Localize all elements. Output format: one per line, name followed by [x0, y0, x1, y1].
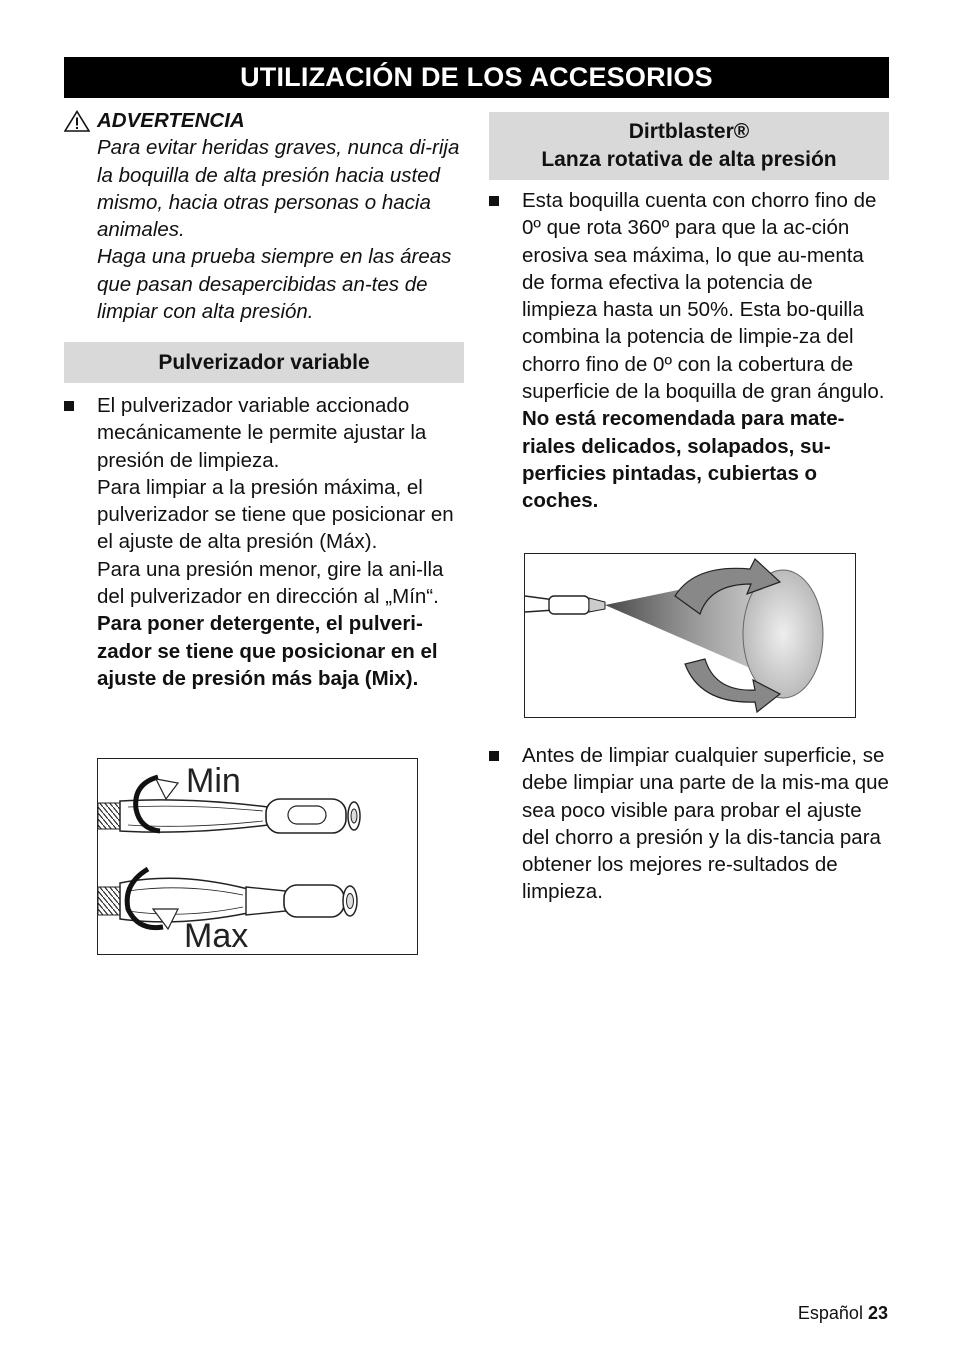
list-item-dirtblaster: [489, 187, 889, 515]
warning-block: [64, 107, 466, 325]
section-heading-variable-sprayer: Pulverizador variable: [64, 342, 464, 383]
footer-language: Español: [797, 1303, 863, 1323]
variable-text-warning: Para poner detergente, el pulveri-zador se tiene que posicionar en el ajuste de presión más baja (Mix).: [97, 612, 438, 690]
variable-text-1: El pulverizador variable accionado mecánicamente le permite ajustar la presión de limpieza.: [97, 394, 427, 472]
page-number: 23: [867, 1303, 888, 1323]
dirtblaster-heading-line2: Lanza rotativa de alta presión: [541, 148, 837, 171]
dirtblaster-heading-line1: Dirtblaster®: [628, 120, 750, 143]
rotary-spray-illustration: [525, 554, 855, 717]
rotary-nozzle-figure: [524, 553, 856, 718]
min-max-nozzle-figure: [97, 758, 418, 955]
dirtblaster-text-1: Esta boquilla cuenta con chorro fino de 0º que rota 360º para que la ac-ción erosiva sea máxima, lo que au-menta de forma efectiva la potencia de limpieza hasta un 50%. Esta bo-quilla combina la potencia de limpie-za del chorro fino de 0º con la cobertura de superficie de la boquilla de gran ángulo.: [522, 189, 885, 404]
dirtblaster-text-2: Antes de limpiar cualquier superficie, se debe limpiar una parte de la mis-ma que sea poco visible para probar el ajuste del chorro a presión y la dis-tancia para obtener los mejores re-sultados de limpieza.: [522, 744, 889, 904]
bullet-square-icon: [64, 401, 74, 411]
dirtblaster-text-warning: No está recomendada para mate-riales delicados, solapados, su-perficies pintadas, cubiertas o coches.: [522, 407, 845, 513]
nozzle-illustration: [98, 759, 417, 954]
list-item-test-surface: [489, 742, 891, 906]
warning-text-2: Haga una prueba siempre en las áreas que pasan desapercibidas an-tes de limpiar con alta presión.: [97, 245, 452, 324]
list-item-variable-sprayer: [64, 392, 466, 692]
section-heading-dirtblaster: [489, 112, 889, 180]
lance-tip-icon: [549, 596, 589, 614]
variable-text-2: Para limpiar a la presión máxima, el pulverizador se tiene que posicionar en el ajuste de alta presión (Máx).: [97, 475, 454, 554]
page-footer: [798, 1303, 888, 1324]
warning-heading: ADVERTENCIA: [97, 109, 245, 132]
warning-text-1: Para evitar heridas graves, nunca di-rija la boquilla de alta presión hacia usted mismo, hacia otras personas o hacia animales.: [97, 136, 460, 242]
max-label: Max: [184, 917, 249, 954]
min-label: Min: [186, 762, 241, 800]
bullet-square-icon: [489, 196, 499, 206]
variable-text-3: Para una presión menor, gire la ani-lla del pulverizador en dirección al „Mín“.: [97, 557, 444, 609]
bullet-square-icon: [489, 751, 499, 761]
page-title: UTILIZACIÓN DE LOS ACCESORIOS: [64, 57, 889, 98]
warning-triangle-icon: [64, 110, 90, 132]
warning-heading-row: [64, 107, 466, 134]
warning-body: [97, 134, 466, 325]
